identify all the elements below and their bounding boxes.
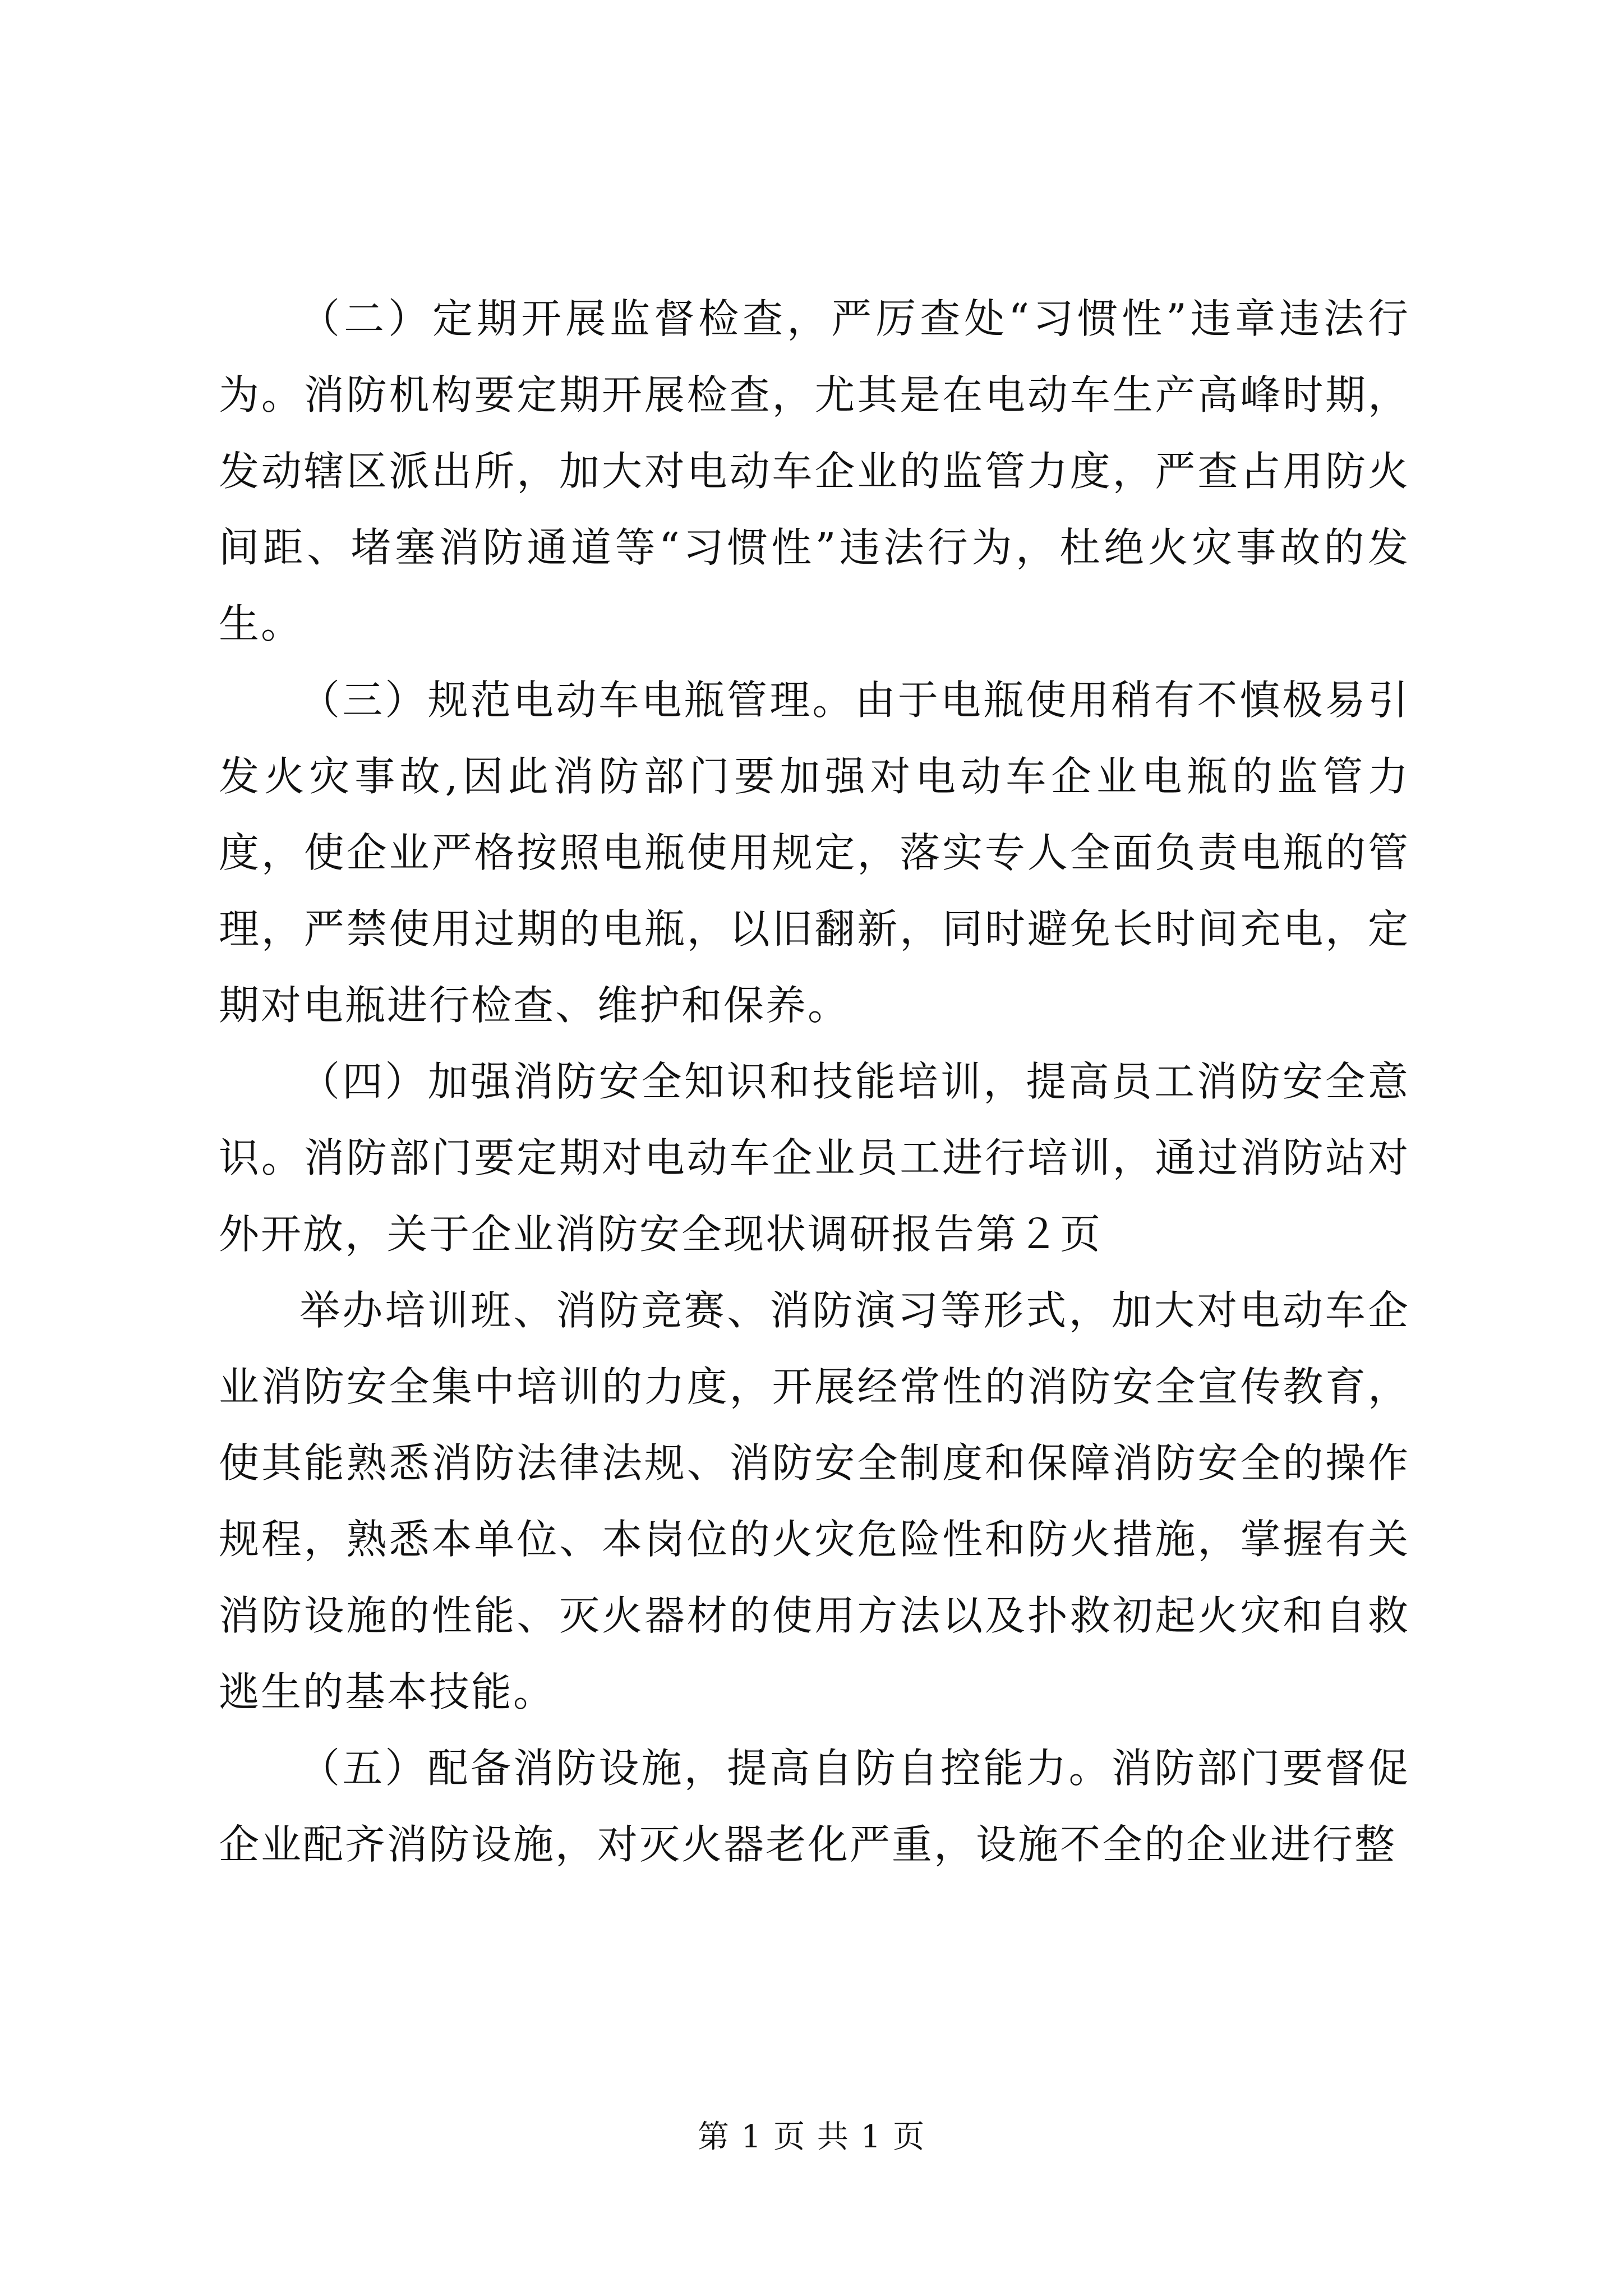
paragraph-facilities: （五）配备消防设施，提高自防自控能力。消防部门要督促企业配齐消防设施，对灭火器老化严重，设施不全的企业进行整 (219, 1745, 1410, 1868)
paragraph-training: （四）加强消防安全知识和技能培训，提高员工消防安全意识。消防部门要定期对电动车企业员工进行培训，通过消防站对外开放，关于企业消防安全现状调研报告第２页 (219, 1058, 1410, 1258)
paragraph-battery-management: （三）规范电动车电瓶管理。由于电瓶使用稍有不慎极易引发火灾事故,因此消防部门要加强对电动车企业电瓶的监管力度，使企业严格按照电瓶使用规定，落实专人全面负责电瓶的管理，严禁使用过期的电瓶，以旧翻新，同时避免长时间充电，定期对电瓶进行检查、维护和保养。 (219, 677, 1410, 1029)
document-body (219, 280, 1410, 1883)
paragraph-training-continued: 举办培训班、消防竞赛、消防演习等形式，加大对电动车企业消防安全集中培训的力度，开展经常性的消防安全宣传教育，使其能熟悉消防法律法规、消防安全制度和保障消防安全的操作规程，熟悉本单位、本岗位的火灾危险性和防火措施，掌握有关消防设施的性能、灭火器材的使用方法以及扑救初起火灾和自救逃生的基本技能。 (219, 1287, 1410, 1715)
page-footer: 第 1 页 共 1 页 (697, 2119, 926, 2155)
paragraph-inspection: （二）定期开展监督检查，严厉查处“习惯性”违章违法行为。消防机构要定期开展检查，尤其是在电动车生产高峰时期，发动辖区派出所，加大对电动车企业的监管力度，严查占用防火间距、堵塞消防通道等“习惯性”违法行为，杜绝火灾事故的发生。 (219, 295, 1410, 647)
